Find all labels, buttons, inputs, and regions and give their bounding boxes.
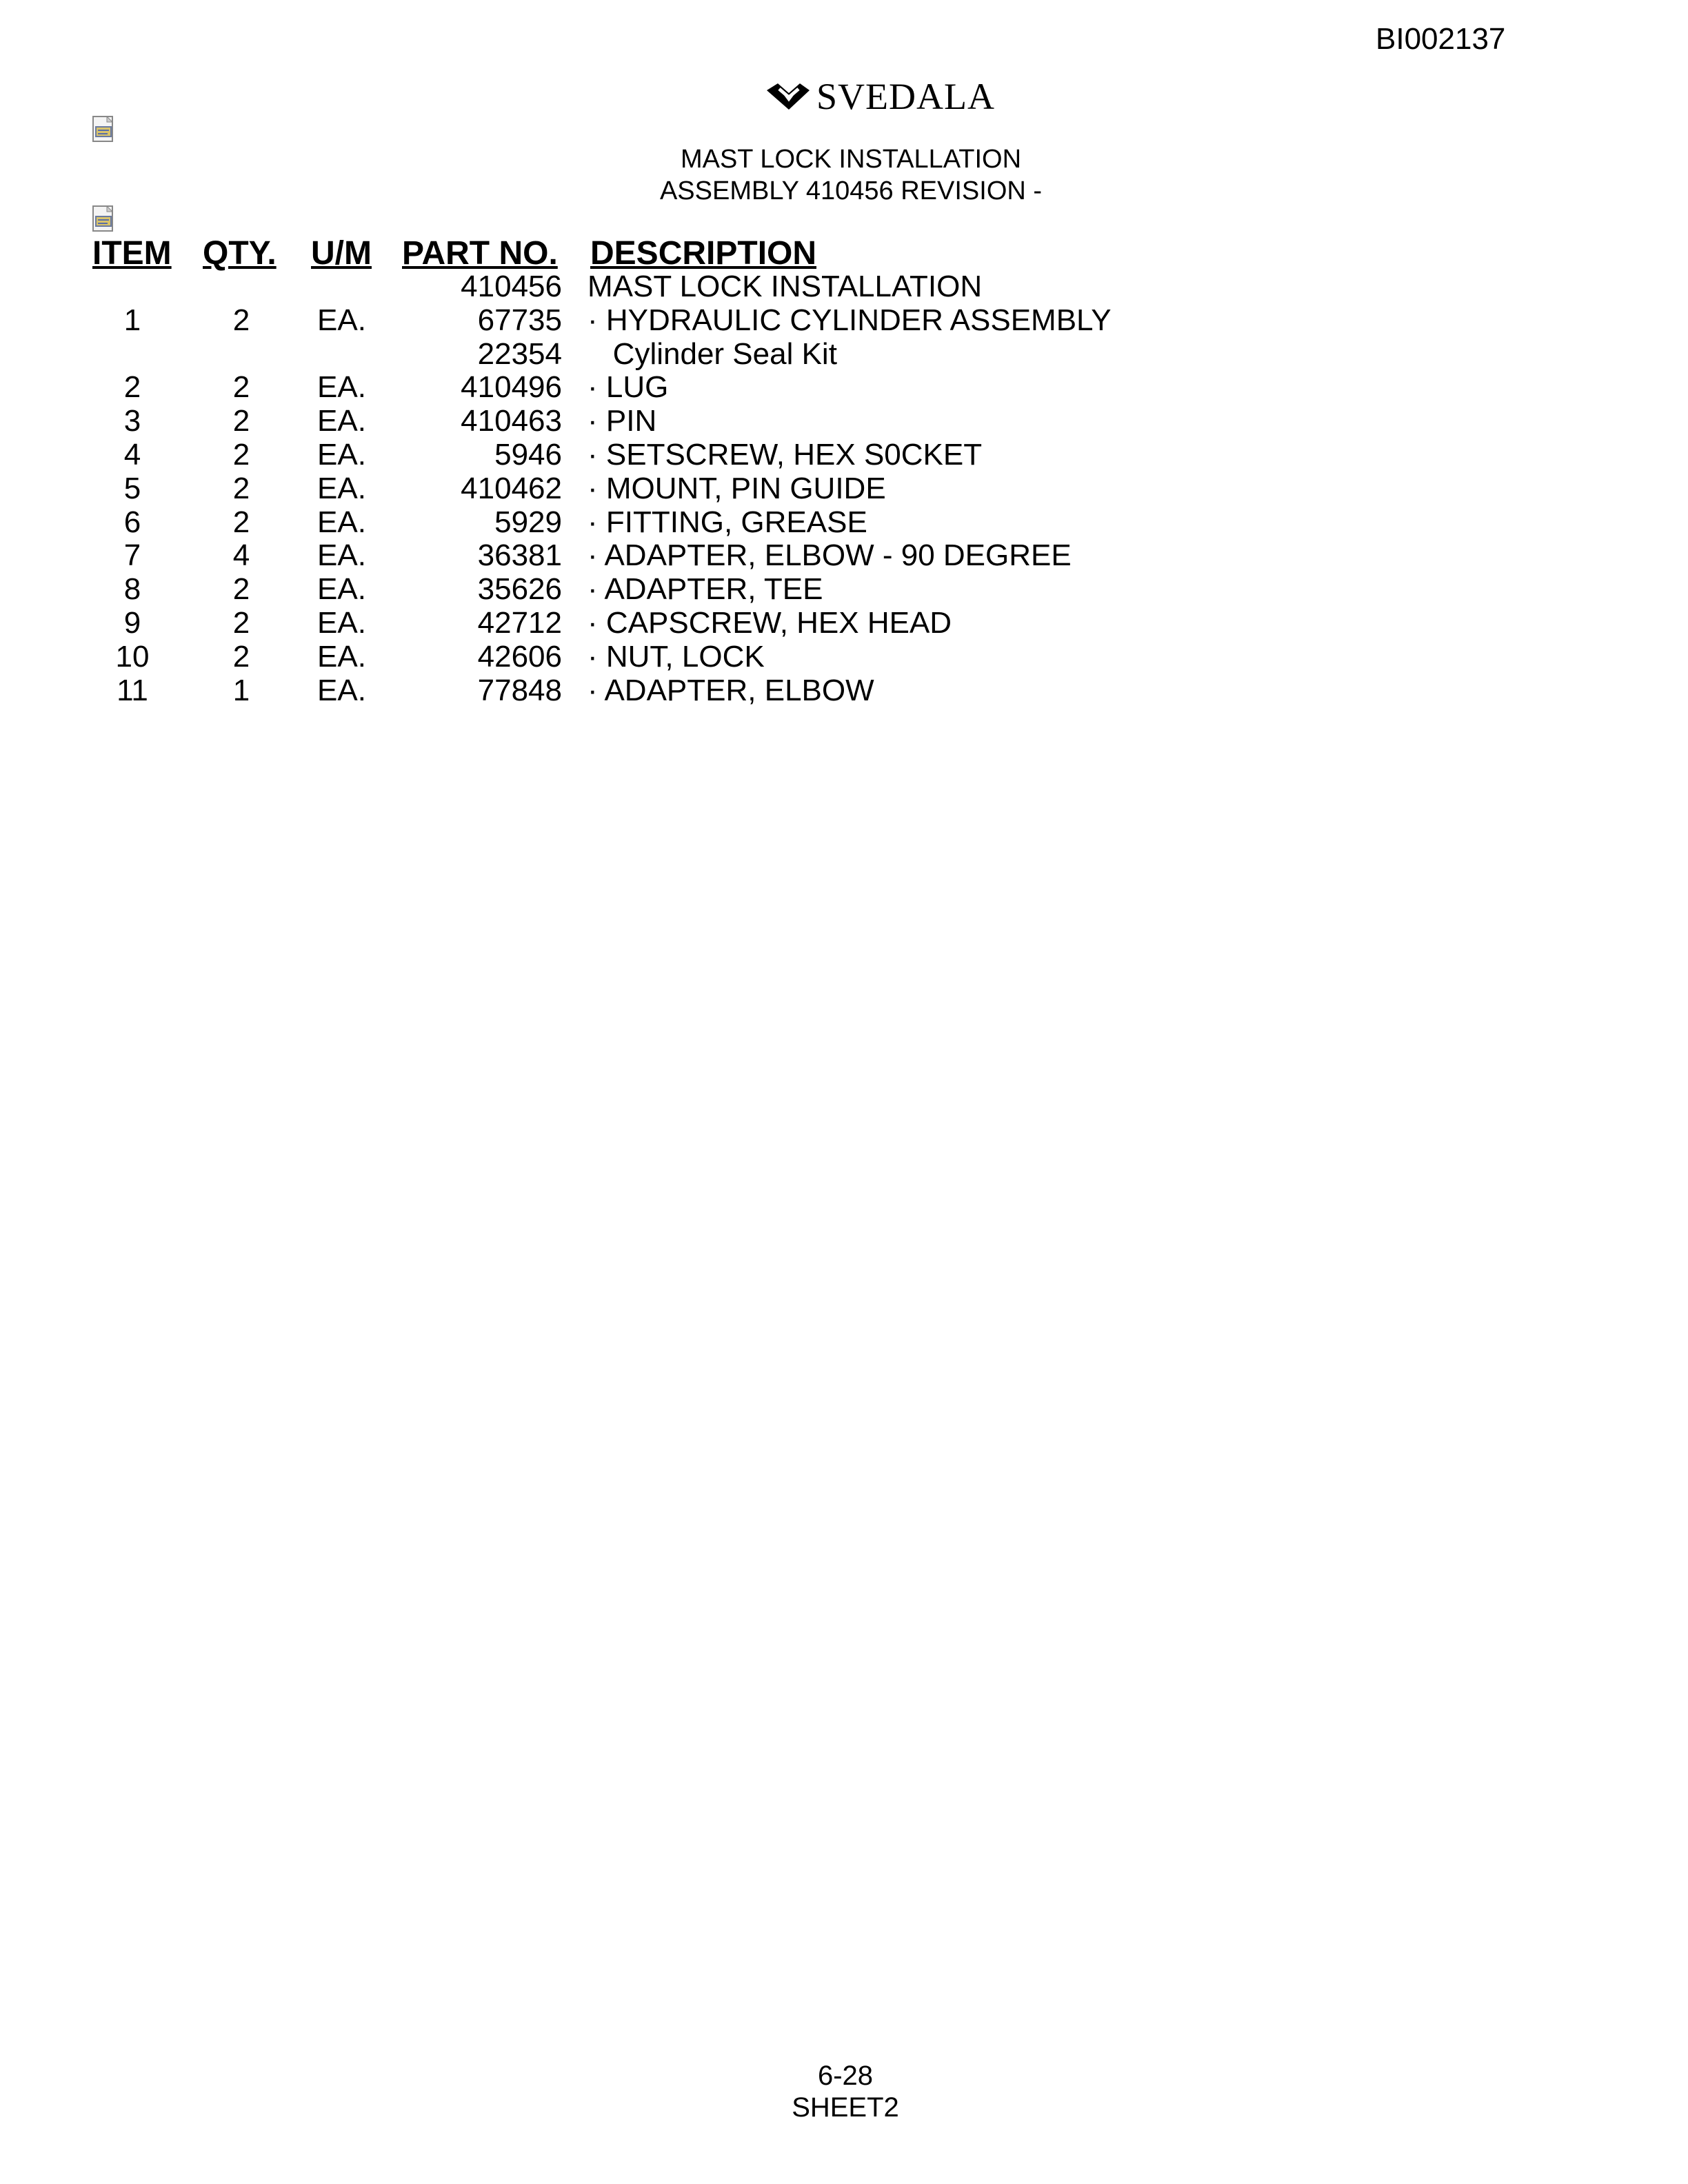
row-description: · CAPSCREW, HEX HEAD (587, 606, 952, 640)
row-part-no: 42712 (477, 606, 562, 640)
row-item: 3 (123, 404, 141, 438)
row-part-no: 35626 (477, 572, 562, 607)
row-qty: 2 (232, 471, 250, 505)
row-description: · MOUNT, PIN GUIDE (587, 471, 886, 505)
document-icon (92, 116, 116, 143)
row-um: EA. (317, 370, 366, 405)
page-number: 6-28 (817, 2061, 874, 2091)
row-qty: 4 (232, 538, 250, 573)
row-part-no: 410456 (461, 270, 562, 303)
row-part-no: 5929 (494, 505, 562, 539)
row-item: 1 (123, 303, 141, 337)
svedala-logo (764, 76, 995, 117)
title-line-2: ASSEMBLY 410456 REVISION - (659, 176, 1043, 205)
header-description: DESCRIPTION (590, 235, 817, 272)
row-description: · PIN (587, 404, 657, 438)
row-qty: 2 (232, 303, 250, 337)
row-item: 7 (123, 538, 141, 573)
table-row (0, 606, 1688, 640)
row-qty: 2 (232, 572, 250, 607)
row-item: 2 (123, 370, 141, 405)
row-description: · ADAPTER, ELBOW (587, 673, 874, 707)
row-um: EA. (317, 572, 366, 607)
row-part-no: 410496 (461, 370, 562, 405)
table-row (0, 438, 1688, 472)
row-description: · ADAPTER, TEE (587, 572, 823, 607)
row-part-no: 410462 (461, 471, 562, 505)
row-description: · FITTING, GREASE (587, 505, 867, 539)
document-title (0, 143, 1688, 207)
row-item: 10 (115, 639, 150, 674)
title-line-1: MAST LOCK INSTALLATION (680, 145, 1022, 174)
document-icon (92, 205, 116, 233)
row-description: · ADAPTER, ELBOW - 90 DEGREE (587, 538, 1072, 573)
row-part-no: 36381 (477, 538, 562, 573)
row-part-no: 410463 (461, 404, 562, 438)
row-item: 11 (117, 673, 148, 707)
document-id: BI002137 (1376, 22, 1506, 56)
row-qty: 2 (232, 404, 250, 438)
header-item: ITEM (92, 235, 172, 272)
row-qty: 2 (232, 505, 250, 539)
row-um: EA. (317, 639, 366, 674)
row-part-no: 5946 (494, 438, 562, 472)
row-item: 9 (123, 606, 141, 640)
brand-name: SVEDALA (816, 76, 995, 117)
row-description: MAST LOCK INSTALLATION (587, 270, 983, 303)
row-um: EA. (317, 438, 366, 472)
row-description: · HYDRAULIC CYLINDER ASSEMBLY (587, 303, 1112, 337)
row-qty: 2 (232, 438, 250, 472)
row-qty: 2 (232, 639, 250, 674)
row-description: · SETSCREW, HEX S0CKET (587, 438, 983, 472)
table-row (0, 270, 1688, 303)
row-um: EA. (317, 303, 366, 337)
row-description: · NUT, LOCK (587, 639, 765, 674)
row-item: 5 (123, 471, 141, 505)
row-um: EA. (317, 538, 366, 573)
row-um: EA. (317, 673, 366, 707)
table-row (0, 472, 1688, 505)
header-part-no: PART NO. (402, 235, 558, 272)
page-footer (0, 2060, 1688, 2123)
row-um: EA. (317, 471, 366, 505)
sheet-label: SHEET2 (792, 2092, 899, 2123)
row-part-no: 77848 (477, 673, 562, 707)
row-item: 6 (123, 505, 141, 539)
table-row (0, 538, 1688, 572)
row-description: · LUG (587, 370, 669, 405)
row-item: 8 (123, 572, 141, 607)
table-row (0, 303, 1688, 337)
table-row (0, 572, 1688, 606)
table-row (0, 404, 1688, 438)
row-um: EA. (317, 404, 366, 438)
table-row (0, 370, 1688, 404)
table-row (0, 505, 1688, 539)
row-part-no: 42606 (477, 639, 562, 674)
row-part-no: 67735 (477, 303, 562, 337)
row-um: EA. (317, 505, 366, 539)
row-qty: 1 (232, 673, 250, 707)
table-row (0, 674, 1688, 707)
header-qty: QTY. (203, 235, 277, 272)
header-um: U/M (311, 235, 372, 272)
table-row (0, 337, 1688, 371)
row-um: EA. (317, 606, 366, 640)
row-item: 4 (123, 438, 141, 472)
svedala-diamond-icon (764, 79, 812, 114)
table-row (0, 640, 1688, 674)
row-part-no: 22354 (477, 336, 562, 371)
row-description: Cylinder Seal Kit (587, 336, 837, 371)
row-qty: 2 (232, 370, 250, 405)
row-qty: 2 (232, 606, 250, 640)
